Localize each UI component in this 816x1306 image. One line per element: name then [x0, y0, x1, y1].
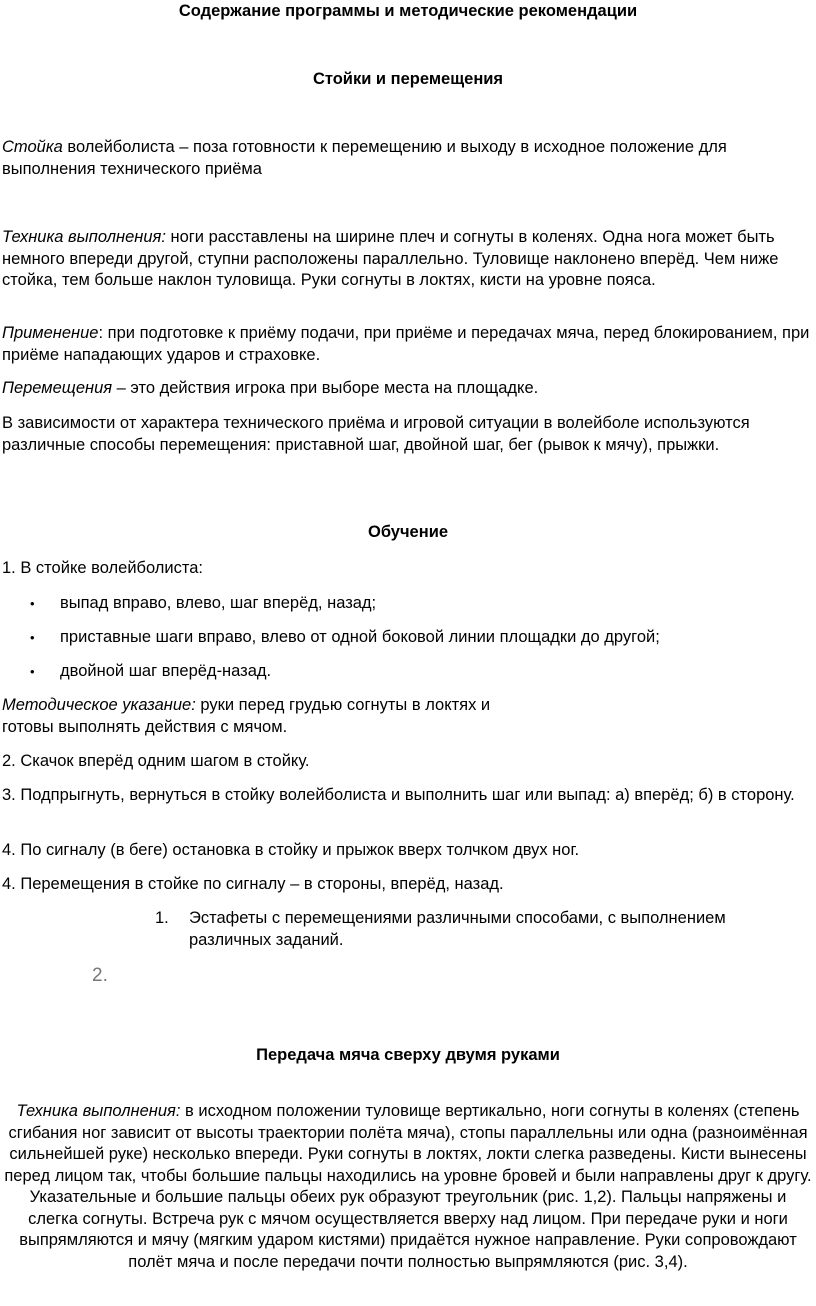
- bullet-text: двойной шаг вперёд-назад.: [60, 662, 272, 680]
- section-heading-overhead-pass: Передача мяча сверху двумя руками: [256, 1046, 560, 1064]
- term-stance: Стойка: [2, 138, 63, 156]
- bullet-text: выпад вправо, влево, шаг вперёд, назад;: [60, 594, 377, 612]
- paragraph-stance-definition: [2, 137, 814, 180]
- bullet-text: приставные шаги вправо, влево от одной боковой линии площадки до другой;: [60, 628, 660, 646]
- paragraph-application: [2, 323, 814, 366]
- section-heading-stances: Стойки и перемещения: [312, 70, 504, 88]
- term-methodical-note: Методическое указание:: [2, 696, 196, 714]
- methodical-note-text: руки перед грудью согнуты в локтях и: [195, 696, 491, 714]
- stance-technique-text: ноги расставлены на ширине плеч и согнуты в коленях. Одна нога может быть немного впереди другой, ступни расположены параллельно. Туловище наклонено вперёд. Чем ниже стойка, тем больше наклон туловища. Руки согнуты в локтях, кисти на уровне пояса.: [2, 228, 779, 289]
- bullet-glyph: •: [30, 664, 35, 679]
- paragraph-movement-methods: В зависимости от характера технического приёма и игровой ситуации в волейболе используются различные способы перемещения: приставной шаг, двойной шаг, бег (рывок к мячу), прыжки.: [2, 414, 750, 454]
- training-item-2: 2. Скачок вперёд одним шагом в стойку.: [2, 752, 310, 770]
- training-item-4a: 4. По сигналу (в беге) остановка в стойку и прыжок вверх толчком двух ног.: [2, 841, 580, 859]
- stance-definition-text: волейболиста – поза готовности к перемещению и выходу в исходное положение для выполнения технического приёма: [2, 138, 727, 178]
- paragraph-overhead-technique: [4, 1101, 812, 1273]
- list-number-2: 2.: [92, 965, 108, 986]
- term-technique: Техника выполнения:: [2, 228, 166, 246]
- sublist-relay-text: Эстафеты с перемещениями различными способами, с выполнением различных заданий.: [189, 909, 726, 949]
- bullet-glyph: •: [30, 630, 35, 645]
- term-technique-2: Техника выполнения:: [16, 1102, 181, 1120]
- term-application: Применение: [2, 324, 99, 342]
- page-title: Содержание программы и методические рекомендации: [178, 2, 638, 20]
- movements-text: – это действия игрока при выборе места на площадке.: [112, 379, 539, 397]
- training-item-1: 1. В стойке волейболиста:: [2, 559, 204, 577]
- section-heading-training: Обучение: [367, 523, 449, 541]
- training-item-3: 3. Подпрыгнуть, вернуться в стойку волейболиста и выполнить шаг или выпад: а) вперёд; б) в сторону.: [2, 786, 795, 804]
- training-item-4b: 4. Перемещения в стойке по сигналу – в стороны, вперёд, назад.: [2, 875, 504, 893]
- paragraph-stance-technique: [2, 227, 814, 292]
- methodical-note: [2, 695, 814, 738]
- sublist-number: 1.: [155, 909, 169, 927]
- paragraph-movements: [2, 378, 814, 400]
- application-text: : при подготовке к приёму подачи, при приёме и передачах мяча, перед блокированием, при приёме нападающих ударов и страховке.: [2, 324, 810, 364]
- term-movements: Перемещения: [2, 379, 113, 397]
- overhead-technique-text: в исходном положении туловище вертикально, ноги согнуты в коленях (степень сгибания ног зависит от высоты траектории полёта мяча), стопы параллельны или одна (разноимённая сильнейшей руке) несколько впереди. Руки согнуты в локтях, локти слегка разведены. Кисти вынесены перед лицом так, чтобы большие пальцы находились на уровне бровей и были направлены друг к другу. Указательные и большие пальцы обеих рук образуют треугольник (рис. 1,2). Пальцы напряжены и слегка согнуты. Встреча рук с мячом осуществляется вверху над лицом. При передаче руки и ноги выпрямляются и мячу (мягким ударом кистями) придаётся нужное направление. Руки сопровождают полёт мяча и после передачи почти полностью выпрямляются (рис. 3,4).: [4, 1102, 812, 1271]
- bullet-glyph: •: [30, 596, 35, 611]
- methodical-note-text-line2: готовы выполнять действия с мячом.: [2, 717, 288, 736]
